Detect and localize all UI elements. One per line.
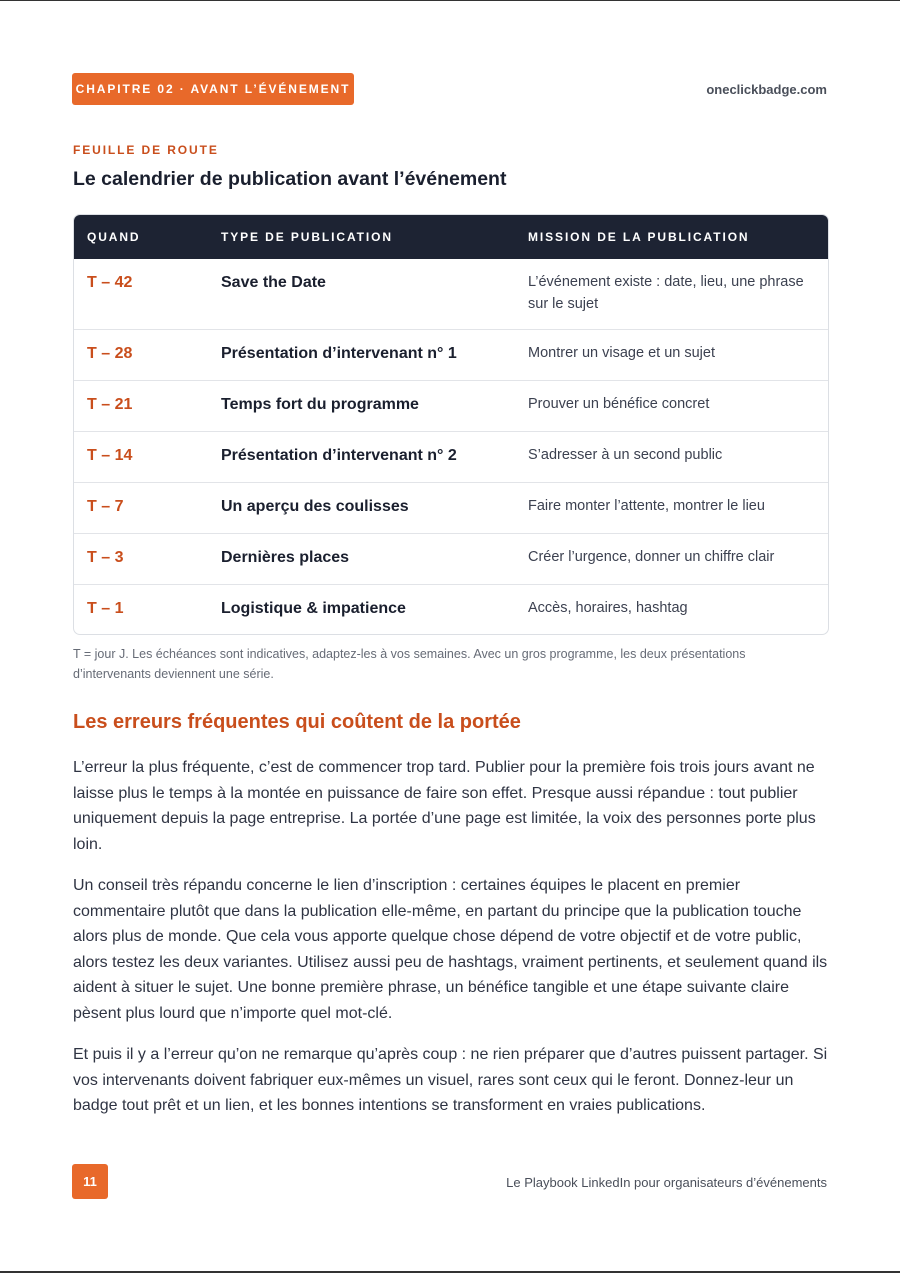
- footer-title: Le Playbook LinkedIn pour organisateurs d’événements: [506, 1175, 827, 1190]
- page-top-border: [0, 0, 900, 1]
- table-footnote: T = jour J. Les échéances sont indicatives, adaptez-les à vos semaines. Avec un gros programme, les deux présentations d’intervenants deviennent une série.: [73, 647, 746, 681]
- body-paragraph: L’erreur la plus fréquente, c’est de commencer trop tard. Publier pour la première fois trois jours avant ne laisse plus le temps à la montée en puissance de faire son effet. Presque aussi répandue : tout publier uniquement depuis la page entreprise. La portée d’une page est limitée, la voix des personnes porte plus loin.: [73, 759, 816, 853]
- cell-when: T – 28: [87, 345, 133, 362]
- cell-mission: Créer l’urgence, donner un chiffre clair: [528, 549, 775, 565]
- cell-mission: L’événement existe : date, lieu, une phrase sur le sujet: [528, 274, 804, 312]
- table-row: [74, 533, 828, 584]
- cell-mission: S’adresser à un second public: [528, 447, 723, 463]
- cell-mission: Montrer un visage et un sujet: [528, 345, 715, 361]
- table-header-row: [74, 215, 828, 259]
- section-title: Le calendrier de publication avant l’événement: [73, 168, 507, 190]
- table-row: [74, 482, 828, 533]
- cell-when: T – 7: [87, 498, 124, 515]
- column-header-type: TYPE DE PUBLICATION: [221, 230, 393, 244]
- cell-type: Présentation d’intervenant n° 1: [221, 345, 457, 362]
- table-row: [74, 259, 828, 329]
- section-eyebrow: FEUILLE DE ROUTE: [73, 143, 219, 157]
- cell-type: Save the Date: [221, 274, 326, 291]
- table-row: [74, 329, 828, 380]
- cell-type: Logistique & impatience: [221, 600, 406, 617]
- cell-mission: Prouver un bénéfice concret: [528, 396, 710, 412]
- cell-mission: Faire monter l’attente, montrer le lieu: [528, 498, 765, 514]
- column-header-when: QUAND: [87, 230, 141, 244]
- cell-type: Dernières places: [221, 549, 350, 566]
- chapter-label: CHAPITRE 02 · AVANT L’ÉVÉNEMENT: [75, 82, 351, 96]
- table-row: [74, 380, 828, 431]
- table-row: [74, 431, 828, 482]
- body-paragraph: Et puis il y a l’erreur qu’on ne remarque qu’après coup : ne rien préparer que d’autres puissent partager. Si vos intervenants doivent fabriquer eux-mêmes un visuel, rares sont ceux qui le feront. Donnez-leur un badge tout prêt et un lien, et les bonnes intentions se transforment en vraies publications.: [73, 1046, 828, 1114]
- cell-type: Un aperçu des coulisses: [221, 498, 409, 515]
- page-number: 11: [83, 1174, 97, 1189]
- page-number-badge: [72, 1164, 108, 1199]
- cell-when: T – 21: [87, 396, 133, 413]
- cell-type: Temps fort du programme: [221, 396, 419, 413]
- column-header-mission: MISSION DE LA PUBLICATION: [528, 230, 750, 244]
- cell-type: Présentation d’intervenant n° 2: [221, 447, 457, 464]
- errors-section-title: Les erreurs fréquentes qui coûtent de la portée: [73, 711, 521, 733]
- site-url: oneclickbadge.com: [706, 82, 827, 97]
- table-row: [74, 584, 828, 634]
- cell-mission: Accès, horaires, hashtag: [528, 600, 688, 616]
- chapter-badge: [72, 73, 354, 105]
- body-paragraph: Un conseil très répandu concerne le lien d’inscription : certaines équipes le placent en premier commentaire plutôt que dans la publication elle-même, en partant du principe que la publication touche alors plus de monde. Que cela vous apporte quelque chose dépend de votre objectif et de votre public, alors testez les deux variantes. Utilisez aussi peu de hashtags, vraiment pertinents, et seulement quand ils aident à situer le sujet. Une bonne première phrase, un bénéfice tangible et une étape suivante claire pèsent plus lourd que n’importe quel mot-clé.: [73, 877, 828, 1022]
- cell-when: T – 42: [87, 274, 133, 291]
- cell-when: T – 14: [87, 447, 133, 464]
- cell-when: T – 3: [87, 549, 124, 566]
- publication-schedule-table: [73, 214, 829, 635]
- cell-when: T – 1: [87, 600, 124, 617]
- errors-section-body: [73, 755, 829, 1135]
